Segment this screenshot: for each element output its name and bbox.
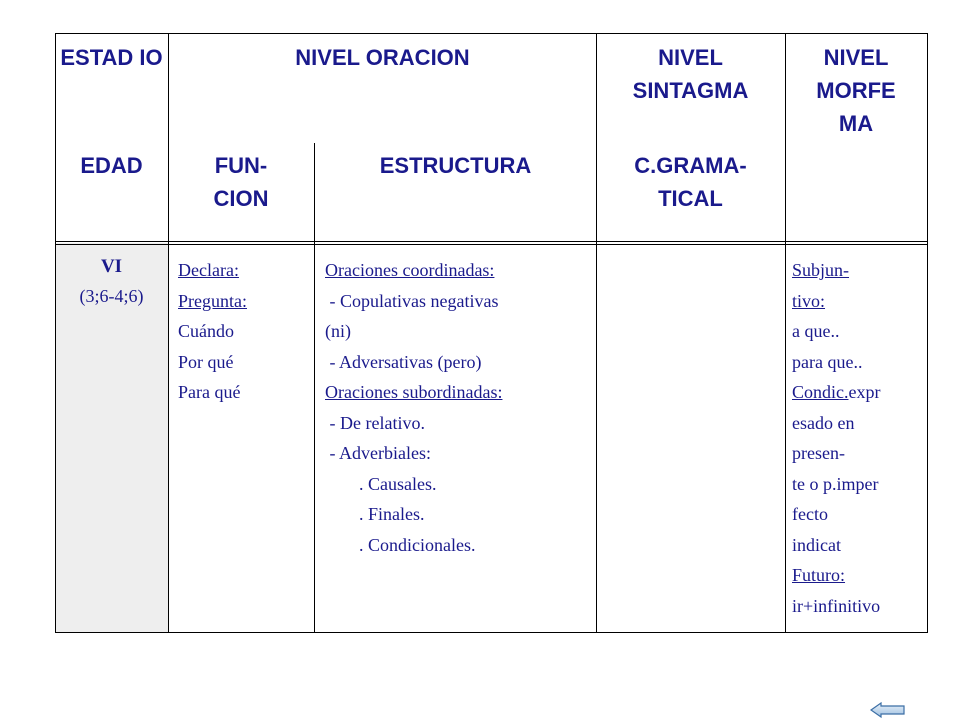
morfema-futuro: Futuro: xyxy=(792,565,846,585)
morfema-expr: expr xyxy=(848,382,881,402)
col-divider-3 xyxy=(596,33,597,633)
morfema-indicat: indicat xyxy=(792,534,841,555)
col-divider-2 xyxy=(314,143,315,633)
estructura-ni: (ni) xyxy=(325,321,351,341)
table-top-border xyxy=(55,33,928,34)
funcion-declara: Declara: xyxy=(178,260,239,280)
morfema-condic-label: Condic. xyxy=(792,382,849,402)
col-divider-4 xyxy=(785,33,786,633)
funcion-cell xyxy=(178,255,312,408)
estructura-adversativas: - Adversativas (pero) xyxy=(325,351,482,372)
estructura-coordinadas: Oraciones coordinadas: xyxy=(325,260,495,280)
morfema-imperfecto: te o p.imper xyxy=(792,473,879,494)
header-estructura: ESTRUCTURA xyxy=(379,153,532,178)
header-edad: EDAD xyxy=(80,153,143,178)
header-nivel-morfema: NIVEL MORFE MA xyxy=(816,45,896,136)
stage-table xyxy=(55,33,928,633)
table-bottom-border xyxy=(55,632,928,633)
estructura-copulativas: - Copulativas negativas xyxy=(325,290,499,311)
header-nivel-sintagma: NIVEL SINTAGMA xyxy=(632,45,749,103)
funcion-por-que: Por qué xyxy=(178,351,234,372)
morfema-tivo: tivo: xyxy=(792,290,826,311)
table-left-border xyxy=(55,33,56,633)
funcion-para-que: Para qué xyxy=(178,382,241,402)
stage-roman: VI xyxy=(100,256,123,277)
header-funcion: FUN- CION xyxy=(213,153,269,211)
estructura-adverbiales: - Adverbiales: xyxy=(325,443,431,463)
estructura-finales: . Finales. xyxy=(359,504,425,524)
morfema-condicional xyxy=(792,377,928,408)
header-nivel-oracion: NIVEL ORACION xyxy=(295,45,470,70)
back-arrow-icon xyxy=(870,701,906,719)
estructura-subordinadas: Oraciones subordinadas: xyxy=(325,382,503,402)
estructura-relativo: - De relativo. xyxy=(325,412,425,433)
morfema-subjuntivo: Subjun- xyxy=(792,260,850,280)
morfema-presen: presen- xyxy=(792,443,845,463)
morfema-fecto: fecto xyxy=(792,504,828,524)
stage-cell xyxy=(59,252,164,309)
morfema-ir-infinitivo: ir+infinitivo xyxy=(792,595,881,616)
col-divider-1 xyxy=(168,33,169,633)
morfema-a-que: a que.. xyxy=(792,321,840,341)
morfema-esado: esado en xyxy=(792,412,855,433)
morfema-para-que: para que.. xyxy=(792,351,863,372)
estructura-cell xyxy=(325,255,593,560)
morfema-cell xyxy=(792,255,928,621)
header-categoria-gramatical: C.GRAMA- TICAL xyxy=(634,153,747,211)
funcion-pregunta: Pregunta: xyxy=(178,290,247,311)
estructura-condicionales: . Condicionales. xyxy=(359,534,476,555)
funcion-cuando: Cuándo xyxy=(178,321,234,341)
stage-age: (3;6-4;6) xyxy=(79,285,144,306)
back-button[interactable] xyxy=(870,701,906,719)
header-estadio: ESTAD IO xyxy=(60,45,163,70)
header-divider xyxy=(55,241,928,245)
estructura-causales: . Causales. xyxy=(359,473,437,494)
